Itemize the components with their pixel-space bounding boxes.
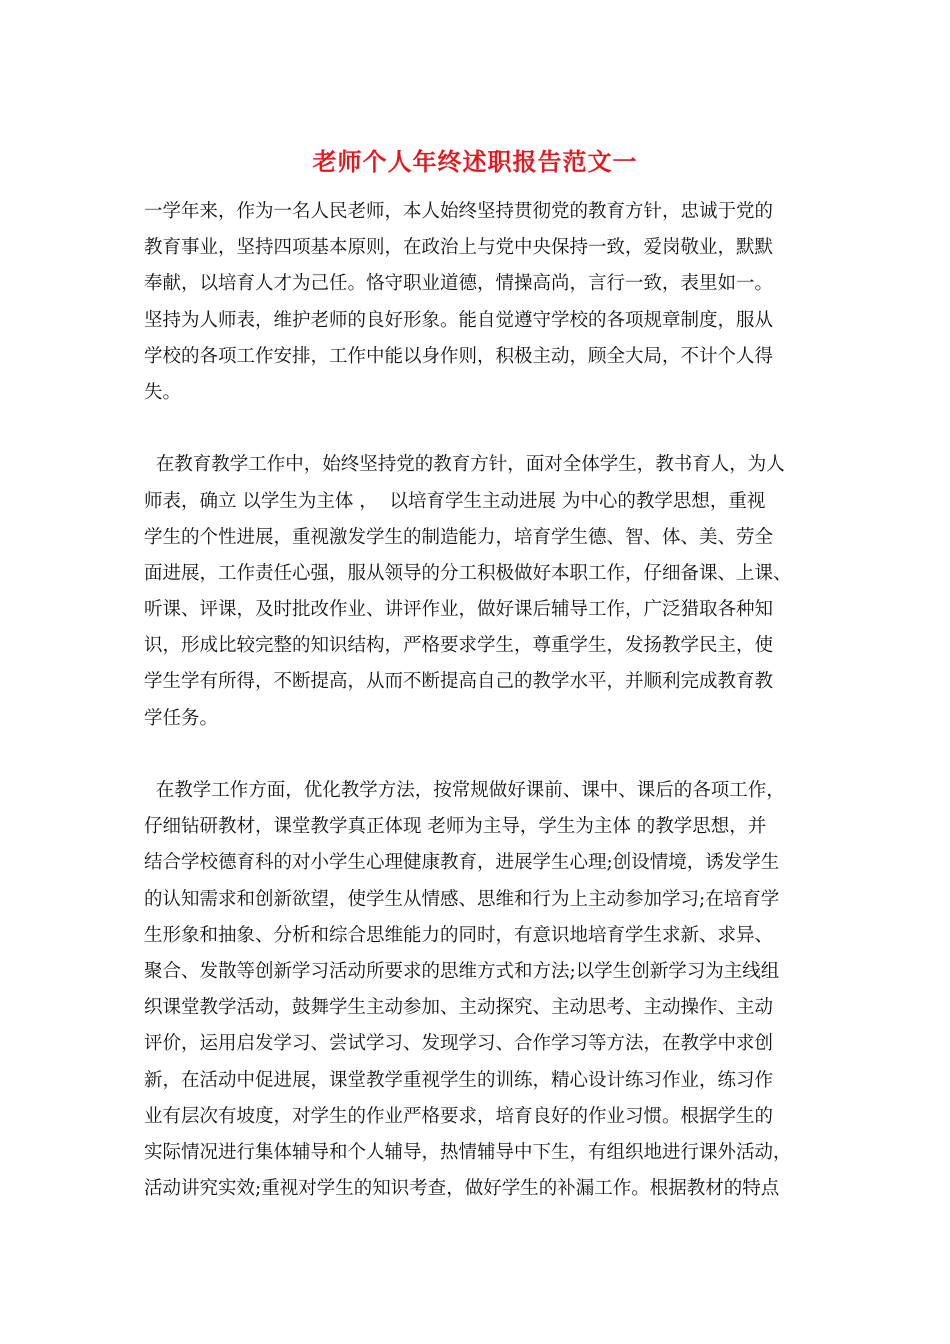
paragraph-2: [144, 447, 804, 737]
text-line: 听课、评课，及时批改作业、讲评作业，做好课后辅导工作，广泛猎取各种知: [144, 599, 774, 621]
document-title: 老师个人年终述职报告范文一: [312, 147, 638, 176]
text-line: 学生学有所得，不断提高，从而不断提高自己的教学水平，并顺利完成教育教: [144, 671, 774, 693]
text-line: 奉献，以培育人才为己任。恪守职业道德，情操高尚，言行一致，表里如一。: [144, 273, 774, 295]
text-line: 学任务。: [144, 707, 219, 729]
text-line: 失。: [144, 381, 182, 403]
text-line: 仔细钻研教材，课堂教学真正体现 老师为主导，学生为主体 的教学思想，并: [144, 816, 767, 838]
text-line: 教育事业，坚持四项基本原则，在政治上与党中央保持一致，爱岗敬业，默默: [144, 237, 774, 259]
text-line: 织课堂教学活动，鼓舞学生主动参加、主动探究、主动思考、主动操作、主动: [144, 997, 774, 1019]
text-line: 学生的个性进展，重视激发学生的制造能力，培育学生德、智、体、美、劳全: [144, 526, 774, 548]
text-line: 活动讲究实效;重视对学生的知识考查，做好学生的补漏工作。根据教材的特点: [144, 1178, 780, 1200]
text-line: 学校的各项工作安排，工作中能以身作则，积极主动，顾全大局，不计个人得: [144, 345, 774, 367]
text-line: 新，在活动中促进展，课堂教学重视学生的训练，精心设计练习作业，练习作: [144, 1069, 774, 1091]
text-line: 业有层次有坡度，对学生的作业严格要求，培育良好的作业习惯。根据学生的: [144, 1105, 774, 1127]
text-line: 生形象和抽象、分析和综合思维能力的同时，有意识地培育学生求新、求异、: [144, 924, 774, 946]
text-line: 在教育教学工作中，始终坚持党的教育方针，面对全体学生，教书育人，为人: [144, 454, 785, 476]
paragraph-1: [144, 194, 804, 411]
text-line: 在教学工作方面，优化教学方法，按常规做好课前、课中、课后的各项工作，: [144, 780, 785, 801]
text-line: 一学年来，作为一名人民老师，本人始终坚持贯彻党的教育方针，忠诚于党的: [144, 201, 774, 222]
text-line: 实际情况进行集体辅导和个人辅导，热情辅导中下生，有组织地进行课外活动，: [144, 1141, 792, 1163]
text-line: 的认知需求和创新欲望，使学生从情感、思维和行为上主动参加学习;在培育学: [144, 888, 780, 910]
text-line: 面进展，工作责任心强，服从领导的分工积极做好本职工作，仔细备课、上课、: [144, 562, 792, 584]
document-body: [144, 194, 804, 1207]
text-line: 聚合、发散等创新学习活动所要求的思维方式和方法;以学生创新学习为主线组: [144, 960, 780, 982]
paragraph-gap: [144, 737, 804, 773]
text-line: 评价，运用启发学习、尝试学习、发现学习、合作学习等方法，在教学中求创: [144, 1033, 774, 1055]
paragraph-gap: [144, 411, 804, 447]
text-line: 师表，确立 以学生为主体 ， 以培育学生主动进展 为中心的教学思想，重视: [144, 490, 766, 512]
text-line: 结合学校德育科的对小学生心理健康教育，进展学生心理;创设情境，诱发学生: [144, 852, 780, 874]
text-line: 识，形成比较完整的知识结构，严格要求学生，尊重学生，发扬教学民主，使: [144, 635, 774, 657]
text-line: 坚持为人师表，维护老师的良好形象。能自觉遵守学校的各项规章制度，服从: [144, 309, 774, 331]
paragraph-3: [144, 773, 804, 1207]
